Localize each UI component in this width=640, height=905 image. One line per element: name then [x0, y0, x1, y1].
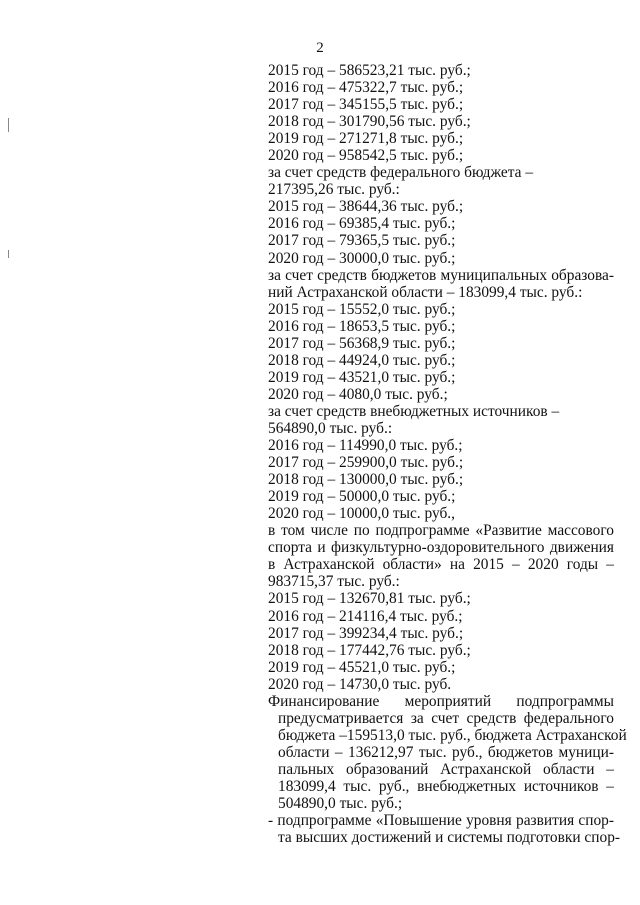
text-line: 2017 год – 56368,9 тыс. руб.;: [268, 334, 456, 352]
text-line: за счет средств федерального бюджета –: [268, 164, 534, 182]
text-line: 2018 год – 177442,76 тыс. руб.;: [268, 641, 471, 659]
text-line: 2016 год – 114990,0 тыс. руб.;: [268, 437, 463, 455]
text-line: 2019 год – 45521,0 тыс. руб.;: [268, 658, 456, 676]
text-line: 2016 год – 214116,4 тыс. руб.;: [268, 607, 463, 625]
text-line: 2017 год – 399234,4 тыс. руб.;: [268, 624, 464, 642]
page-number: 2: [316, 40, 324, 56]
text-line: 2020 год – 958542,5 тыс. руб.;: [268, 147, 464, 165]
text-line: за счет средств бюджетов муниципальных образова-: [268, 266, 614, 284]
text-line: 2020 год – 14730,0 тыс. руб.: [268, 675, 452, 693]
text-line: в Астраханской области» на 2015 – 2020 годы –: [268, 556, 614, 574]
text-line: ний Астраханской области – 183099,4 тыс. руб.:: [268, 283, 583, 301]
text-line: 2018 год – 130000,0 тыс. руб.;: [268, 471, 464, 489]
text-line: 2017 год – 345155,5 тыс. руб.;: [268, 96, 464, 114]
text-line: 564890,0 тыс. руб.:: [268, 419, 393, 437]
text-line: 2015 год – 15552,0 тыс. руб.;: [268, 300, 456, 318]
text-line: 2017 год – 259900,0 тыс. руб.;: [268, 454, 464, 472]
scan-margin-mark: [8, 118, 9, 132]
text-line: 983715,37 тыс. руб.:: [268, 573, 400, 591]
text-line: 2019 год – 43521,0 тыс. руб.;: [268, 368, 456, 386]
document-body: [268, 62, 627, 847]
text-line: 2020 год – 30000,0 тыс. руб.;: [268, 249, 456, 267]
text-line: 183099,4 тыс. руб., внебюджетных источников –: [278, 777, 614, 795]
text-line: за счет средств внебюджетных источников –: [268, 402, 560, 420]
text-line: 2017 год – 79365,5 тыс. руб.;: [268, 232, 456, 250]
text-line: 2019 год – 271271,8 тыс. руб.;: [268, 130, 464, 148]
text-line: 504890,0 тыс. руб.;: [278, 795, 403, 813]
text-line: пальных образований Астраханской области –: [278, 760, 614, 778]
text-line: области – 136212,97 тыс. руб., бюджетов муници-: [278, 743, 614, 761]
text-line: 2015 год – 586523,21 тыс. руб.;: [268, 62, 471, 79]
text-line: 2020 год – 4080,0 тыс. руб.;: [268, 385, 448, 403]
text-line: 2018 год – 301790,56 тыс. руб.;: [268, 113, 471, 131]
text-line: в том числе по подпрограмме «Развитие массового: [268, 522, 614, 540]
text-line: 2015 год – 132670,81 тыс. руб.;: [268, 590, 471, 608]
text-line: 2016 год – 69385,4 тыс. руб.;: [268, 215, 456, 233]
text-line: предусматривается за счет средств федерального: [278, 709, 614, 727]
text-line: 2016 год – 475322,7 тыс. руб.;: [268, 79, 464, 97]
text-line: - подпрограмме «Повышение уровня развития спор-: [268, 812, 614, 830]
text-line: 2018 год – 44924,0 тыс. руб.;: [268, 351, 456, 369]
scan-margin-mark: [8, 250, 9, 258]
text-line: 2016 год – 18653,5 тыс. руб.;: [268, 317, 456, 335]
text-line: та высших достижений и системы подготовки спор-: [278, 829, 621, 847]
text-line: бюджета –159513,0 тыс. руб., бюджета Астраханской: [278, 726, 627, 744]
text-line: 2020 год – 10000,0 тыс. руб.,: [268, 505, 456, 523]
text-line: 217395,26 тыс. руб.:: [268, 181, 400, 199]
text-line: Финансирование мероприятий подпрограммы: [268, 692, 614, 710]
text-line: спорта и физкультурно-оздоровительного движения: [268, 539, 614, 557]
text-line: 2015 год – 38644,36 тыс. руб.;: [268, 198, 464, 216]
text-line: 2019 год – 50000,0 тыс. руб.;: [268, 488, 456, 506]
